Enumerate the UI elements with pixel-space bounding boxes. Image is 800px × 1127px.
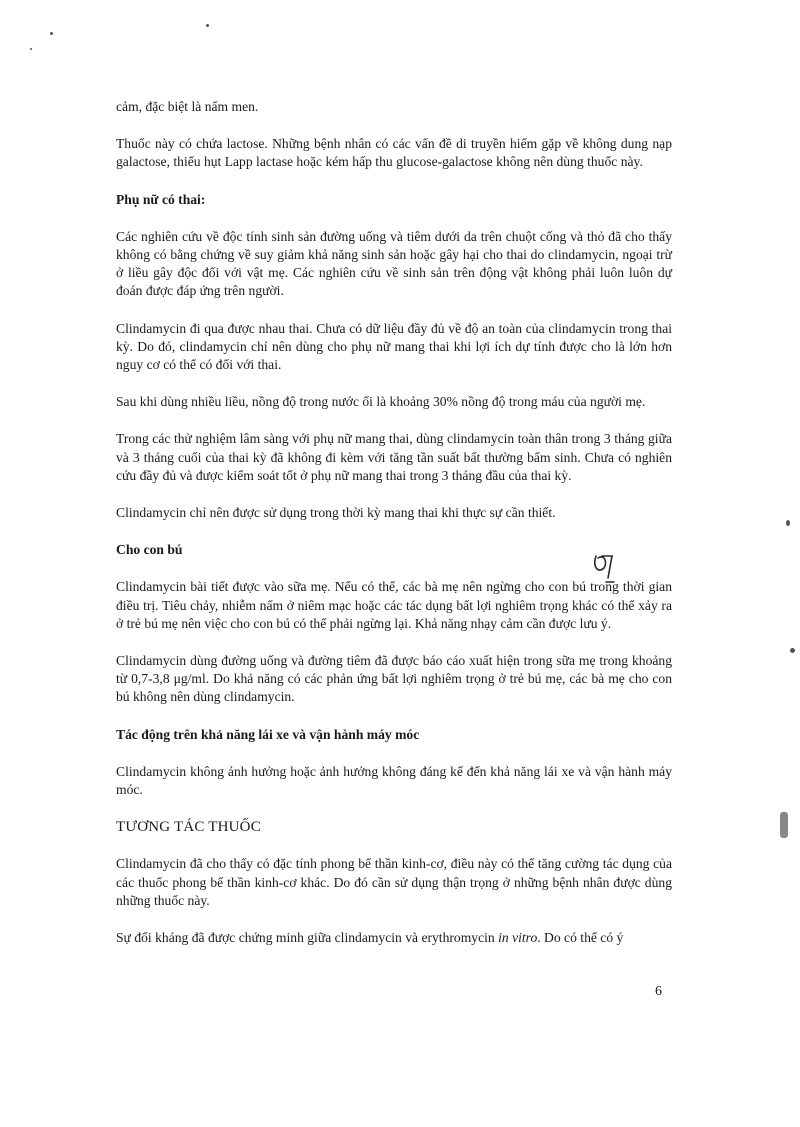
paragraph-clinical-trials: Trong các thử nghiệm lâm sàng với phụ nữ mang thai, dùng clindamycin toàn thân trong 3 tháng giữa và 3 tháng cuối của thai kỳ đã không đi kèm với tăng tần suất bất thường bẩm sinh. Chưa có nghiên cứu đầy đủ và được kiểm soát tốt ở phụ nữ mang thai trong 3 tháng đầu của thai kỳ. xyxy=(116,431,672,483)
scan-speck xyxy=(50,32,53,35)
antagonism-text-end: . Do có thể có ý xyxy=(537,930,624,946)
in-vitro-text: in vitro xyxy=(498,930,538,946)
paragraph-lactose: Thuốc này có chứa lactose. Những bệnh nhân có các vấn đề di truyền hiếm gặp về không dung nạp galactose, thiếu hụt Lapp lactase hoặc kém hấp thu glucose-galactose không nên dùng thuốc này. xyxy=(116,136,672,170)
scan-speck xyxy=(786,520,790,526)
paragraph-reproductive-toxicity: Các nghiên cứu về độc tính sinh sản đường uống và tiêm dưới da trên chuột cống và thỏ đã cho thấy không có bằng chứng về suy giảm khả năng sinh sản hoặc gây hại cho thai do clindamycin, ngoại trừ ở liều gây độc đối với vật mẹ. Các nghiên cứu về sinh sản trên động vật không phải luôn luôn dự đoán được đáp ứng trên người. xyxy=(116,228,672,299)
heading-driving: Tác động trên khả năng lái xe và vận hành máy móc xyxy=(116,726,420,742)
paragraph-neuromuscular: Clindamycin đã cho thấy có đặc tính phong bế thần kinh-cơ, điều này có thể tăng cường tác dụng của các thuốc phong bế thần kinh-cơ khác. Do đó cần sử dụng thận trọng ở những bệnh nhân được dùng những thuốc này. xyxy=(116,856,672,908)
paragraph-breast-milk: Clindamycin bài tiết được vào sữa mẹ. Nếu có thể, các bà mẹ nên ngừng cho con bú trong thời gian điều trị. Tiêu chảy, nhiễm nấm ở niêm mạc hoặc các tác dụng bất lợi nghiêm trọng khác có thể xảy ra ở trẻ bú mẹ nên việc cho con bú có thể phải ngừng lại. Khả năng nhạy cảm cần được lưu ý. xyxy=(116,579,672,631)
paragraph-pregnancy-use: Clindamycin chỉ nên được sử dụng trong thời kỳ mang thai khi thực sự cần thiết. xyxy=(116,505,556,521)
paragraph-antagonism xyxy=(116,929,672,947)
document-body xyxy=(116,98,672,966)
handwritten-initials-mark xyxy=(590,548,630,588)
paragraph-milk-concentration: Clindamycin dùng đường uống và đường tiêm đã được báo cáo xuất hiện trong sữa mẹ trong khoảng từ 0,7-3,8 μg/ml. Do khả năng có các phản ứng bất lợi nghiêm trọng ở trẻ bú mẹ, các bà mẹ cho con bú không nên dùng clindamycin. xyxy=(116,653,672,705)
scan-speck xyxy=(30,48,32,50)
scan-speck xyxy=(780,812,788,838)
page-number: 6 xyxy=(655,984,662,999)
section-title-drug-interactions: TƯƠNG TÁC THUỐC xyxy=(116,819,261,836)
paragraph-placenta: Clindamycin đi qua được nhau thai. Chưa có dữ liệu đầy đủ về độ an toàn của clindamycin trong thai kỳ. Do đó, clindamycin chỉ nên dùng cho phụ nữ mang thai khi lợi ích dự tính được cho là lớn hơn nguy cơ có thể có đối với thai. xyxy=(116,320,672,373)
paragraph-driving: Clindamycin không ảnh hưởng hoặc ảnh hưởng không đáng kể đến khả năng lái xe và vận hành máy móc. xyxy=(116,763,672,798)
paragraph-amniotic-fluid: Sau khi dùng nhiều liều, nồng độ trong nước ối là khoảng 30% nồng độ trong máu của người mẹ. xyxy=(116,394,646,410)
scan-speck xyxy=(790,648,795,653)
paragraph-sensitivity-end: cảm, đặc biệt là nấm men. xyxy=(116,99,259,114)
antagonism-text: Sự đối kháng đã được chứng minh giữa clindamycin và erythromycin xyxy=(116,930,495,946)
heading-pregnancy: Phụ nữ có thai: xyxy=(116,191,206,207)
heading-breastfeeding: Cho con bú xyxy=(116,542,183,558)
scan-speck xyxy=(206,24,209,27)
